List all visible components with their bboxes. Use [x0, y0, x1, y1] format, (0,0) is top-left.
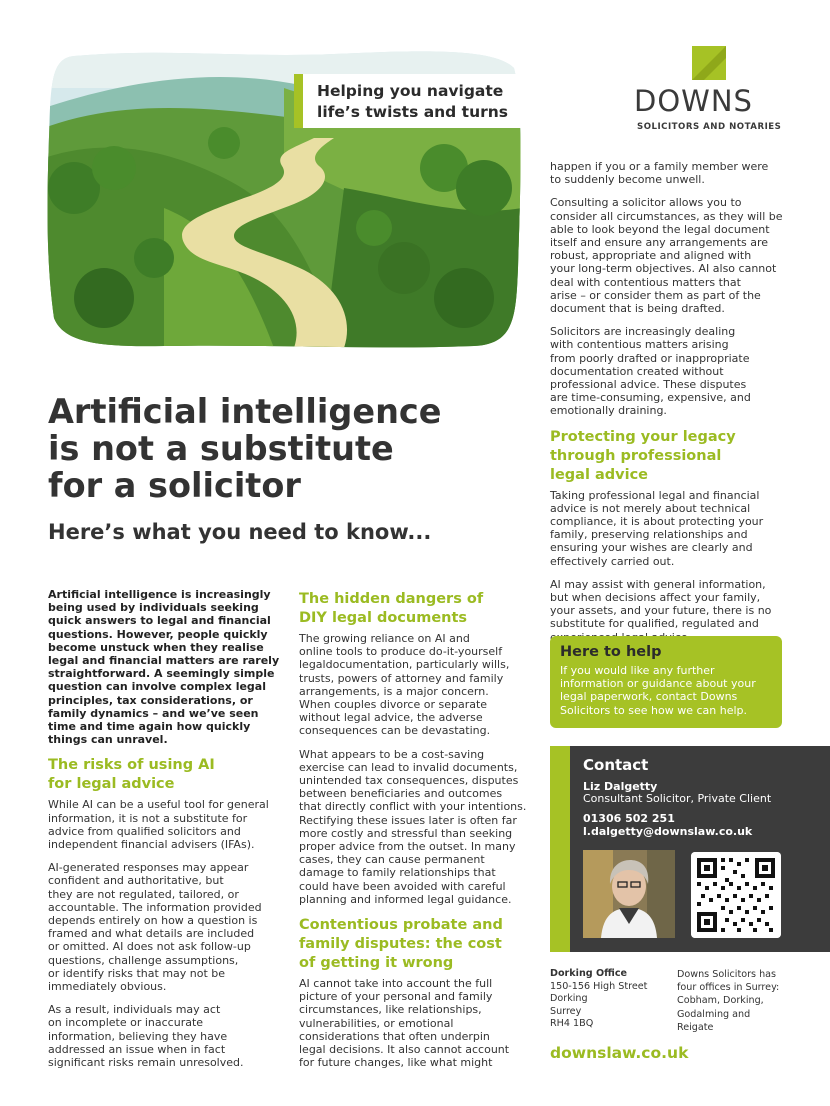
body-line: accountable. The information provided	[48, 900, 262, 914]
body-line: arrangements, is a major concern.	[299, 684, 489, 698]
accent-bar	[550, 746, 570, 952]
body-line: unintended tax consequences, disputes	[299, 774, 519, 788]
heading-line: through professional	[550, 447, 722, 464]
body-line: The growing reliance on AI and	[299, 632, 470, 645]
section-heading-legacy	[550, 428, 784, 485]
title-line-1: Artificial intelligence	[48, 392, 442, 431]
note-line: four offices in Surrey:	[677, 982, 780, 994]
body-line: documentation created without	[550, 364, 724, 378]
body-line: immediately obvious.	[48, 980, 167, 994]
body-line: advice is not merely about technical	[550, 501, 751, 515]
body-line: proper advice from the outset. In many	[299, 840, 516, 854]
intro-line: questions. However, people quickly	[48, 627, 268, 641]
body-line: from poorly drafted or inappropriate	[550, 351, 750, 365]
body-line: vulnerabilities, or emotional	[299, 1016, 454, 1030]
body-line: questions, challenge assumptions,	[48, 953, 239, 967]
body-paragraph	[550, 578, 784, 644]
intro-line: principles, tax considerations, or	[48, 693, 253, 707]
intro-line: straightforward. A seemingly simple	[48, 667, 275, 681]
body-line: able to look beyond the legal document	[550, 222, 770, 236]
heading-line: legal advice	[550, 466, 649, 483]
heading-line: DIY legal documents	[299, 610, 468, 626]
body-paragraph	[48, 1003, 288, 1069]
heading-line: Contentious probate and	[299, 917, 503, 934]
office-title: Dorking Office	[550, 968, 628, 979]
intro-line: become unstuck when they realise	[48, 640, 264, 654]
column-3	[550, 160, 784, 654]
body-line: for future changes, like what might	[299, 1056, 493, 1070]
body-line: While AI can be a useful tool for general	[48, 798, 269, 812]
body-paragraph	[48, 798, 288, 851]
body-line: consider all circumstances, as they will be	[550, 209, 783, 223]
contact-email[interactable]: l.dalgetty@downslaw.co.uk	[583, 825, 753, 838]
help-line: Solicitors to see how we can help.	[560, 703, 748, 717]
body-line: that directly conflict with your intentions.	[299, 800, 527, 814]
heading-line: family disputes: the cost	[299, 936, 502, 953]
tagline-line-1: Helping you navigate	[317, 82, 504, 100]
contact-panel	[550, 746, 830, 952]
intro-line: being used by individuals seeking	[48, 601, 259, 615]
body-line: What appears to be a cost-saving	[299, 747, 485, 761]
body-line: As a result, individuals may act	[48, 1003, 221, 1017]
body-line: trusts, powers of attorney and family	[299, 671, 504, 685]
qr-code-icon[interactable]	[691, 852, 781, 938]
heading-line: of getting it wrong	[299, 955, 454, 972]
intro-line: family dynamics – and we’ve seen	[48, 706, 259, 720]
body-line: or omitted. AI does not ask follow-up	[48, 940, 251, 954]
intro-line: things can unravel.	[48, 733, 168, 747]
body-line: legaldocumentation, particularly wills,	[299, 658, 510, 672]
intro-line: legal and financial matters are rarely	[48, 654, 280, 668]
body-line: framed and what details are included	[48, 927, 255, 941]
contact-phone[interactable]: 01306 502 251	[583, 812, 675, 825]
body-line: between beneficiaries and outcomes	[299, 787, 503, 801]
body-line: AI may assist with general information,	[550, 577, 766, 591]
intro-line: question can involve complex legal	[48, 680, 266, 694]
section-heading-risks	[48, 756, 288, 794]
body-line: are time-consuming, expensive, and	[550, 391, 751, 405]
heading-line: Protecting your legacy	[550, 428, 736, 445]
contact-photo	[583, 850, 675, 938]
help-title: Here to help	[560, 644, 662, 660]
help-text	[560, 664, 772, 717]
heading-line: The hidden dangers of	[299, 591, 484, 607]
body-line: damage to family relationships that	[299, 866, 496, 880]
body-line: consequences can be devastating.	[299, 724, 491, 738]
help-line: information or guidance about your	[560, 677, 756, 691]
title-line-3: for a solicitor	[48, 466, 301, 505]
body-line: cases, they can cause permanent	[299, 853, 485, 867]
logo-name: DOWNS	[634, 84, 753, 118]
body-paragraph	[48, 861, 288, 993]
body-paragraph	[550, 325, 784, 417]
body-line: information, believing they have	[48, 1029, 228, 1043]
body-line: but when decisions affect your family,	[550, 591, 761, 605]
body-paragraph	[550, 196, 784, 315]
body-line: your assets, and your future, there is no	[550, 604, 772, 618]
help-line: legal paperwork, contact Downs	[560, 690, 738, 704]
column-2	[299, 590, 535, 1079]
body-line: Consulting a solicitor allows you to	[550, 196, 742, 210]
address-line: Dorking	[550, 993, 588, 1005]
body-line: or identify risks that may not be	[48, 966, 226, 980]
body-line: confident and authoritative, but	[48, 874, 224, 888]
body-line: considerations that often underpin	[299, 1029, 490, 1043]
body-line: information, it is not a substitute for	[48, 811, 248, 825]
tagline-line-2: life’s twists and turns	[317, 103, 509, 121]
body-line: happen if you or a family member were	[550, 160, 769, 173]
body-line: arise – or consider them as part of the	[550, 288, 761, 302]
logo-subtitle: SOLICITORS AND NOTARIES	[637, 122, 782, 132]
body-paragraph	[299, 748, 535, 906]
body-line: without legal advice, the adverse	[299, 711, 483, 725]
body-line: family, preserving relationships and	[550, 528, 748, 542]
body-line: depends entirely on how a question is	[48, 914, 258, 928]
help-box	[550, 636, 782, 728]
column-1	[48, 588, 288, 1079]
body-line: online tools to produce do-it-yourself	[299, 645, 503, 659]
body-line: on incomplete or inaccurate	[48, 1016, 204, 1030]
note-line: Cobham, Dorking,	[677, 995, 764, 1007]
intro-paragraph	[48, 588, 288, 746]
body-line: AI cannot take into account the full	[299, 977, 493, 991]
section-heading-probate	[299, 916, 535, 973]
body-line: advice from qualified solicitors and	[48, 824, 241, 838]
heading-line: The risks of using AI	[48, 757, 215, 774]
body-line: picture of your personal and family	[299, 990, 493, 1004]
help-line: If you would like any further	[560, 664, 715, 677]
body-line: itself and ensure any arrangements are	[550, 236, 769, 250]
body-line: AI-generated responses may appear	[48, 861, 249, 875]
page-title	[48, 393, 518, 504]
body-line: Rectifying these issues later is often far	[299, 813, 517, 827]
body-line: ensuring your wishes are clearly and	[550, 541, 753, 555]
body-line: exercise can lead to invalid documents,	[299, 760, 518, 774]
body-line: to suddenly become unwell.	[550, 173, 705, 187]
body-line: robust, appropriate and aligned with	[550, 249, 752, 263]
section-heading-dangers	[299, 590, 535, 628]
address-line: 150-156 High Street	[550, 980, 648, 992]
contact-name: Liz Dalgetty	[583, 780, 658, 793]
note-line: Godalming and	[677, 1008, 751, 1020]
body-line: Taking professional legal and financial	[550, 488, 760, 502]
body-line: legal decisions. It also cannot account	[299, 1043, 510, 1057]
body-line: effectively carried out.	[550, 554, 675, 568]
body-line: significant risks remain unresolved.	[48, 1056, 244, 1070]
body-line: circumstances, like relationships,	[299, 1003, 482, 1017]
body-paragraph	[550, 489, 784, 568]
body-line: more costly and stressful than seeking	[299, 826, 513, 840]
body-line: planning and informed legal guidance.	[299, 892, 512, 906]
intro-line: time and time again how quickly	[48, 720, 251, 734]
body-line: addressed an issue when in fact	[48, 1042, 226, 1056]
tagline-box	[294, 74, 528, 128]
address-line: RH4 1BQ	[550, 1018, 594, 1030]
note-line: Downs Solicitors has	[677, 969, 777, 980]
page-subtitle: Here’s what you need to know...	[48, 520, 432, 544]
body-line: emotionally draining.	[550, 404, 667, 418]
offices-note	[677, 968, 787, 1034]
logo-square-icon	[692, 46, 726, 80]
intro-line: Artificial intelligence is increasingly	[48, 588, 271, 601]
body-line: deal with contentious matters that	[550, 275, 741, 289]
body-line: independent financial advisers (IFAs).	[48, 838, 255, 852]
body-line: When couples divorce or separate	[299, 698, 488, 712]
website-link[interactable]: downslaw.co.uk	[550, 1044, 689, 1062]
intro-line: quick answers to legal and financial	[48, 614, 271, 628]
contact-title: Contact	[583, 756, 649, 774]
body-line: document that is being drafted.	[550, 302, 725, 316]
note-line: Reigate	[677, 1021, 714, 1033]
contact-role: Consultant Solicitor, Private Client	[583, 792, 772, 805]
body-line: compliance, it is about protecting your	[550, 515, 764, 529]
body-line: Solicitors are increasingly dealing	[550, 325, 736, 339]
body-paragraph	[550, 160, 784, 186]
body-line: with contentious matters arising	[550, 338, 729, 352]
body-line: professional advice. These disputes	[550, 378, 747, 392]
office-address	[550, 968, 647, 1031]
body-line: substitute for qualified, regulated and	[550, 617, 759, 631]
body-paragraph	[299, 632, 535, 738]
heading-line: for legal advice	[48, 776, 175, 793]
body-line: your long-term objectives. AI also cannot	[550, 262, 777, 276]
body-line: could have been avoided with careful	[299, 879, 506, 893]
body-paragraph	[299, 977, 535, 1069]
address-line: Surrey	[550, 1005, 582, 1017]
title-line-2: is not a substitute	[48, 429, 394, 468]
body-line: they are not regulated, tailored, or	[48, 887, 239, 901]
